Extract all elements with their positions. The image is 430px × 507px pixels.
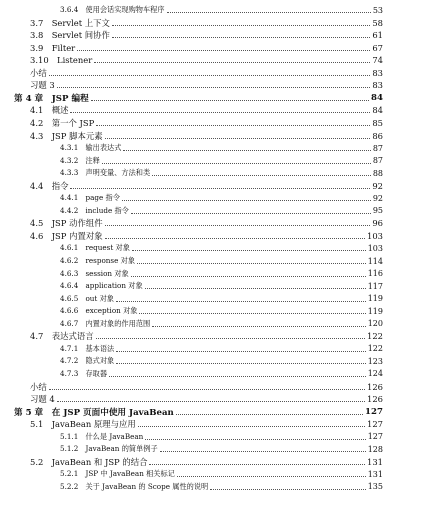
toc-subsection — [60, 443, 383, 455]
toc-page-number: 127 — [365, 406, 383, 417]
toc-leader-dots — [70, 111, 370, 113]
toc-leader-dots — [116, 300, 366, 302]
toc-entry-title: 4.3.1 输出表达式 — [60, 143, 122, 153]
toc-section — [30, 381, 383, 393]
toc-subsection — [60, 305, 383, 317]
toc-leader-dots — [123, 149, 370, 151]
toc-page-number: 117 — [367, 281, 383, 291]
toc-leader-dots — [112, 36, 370, 38]
toc-subsection — [60, 4, 383, 16]
toc-subsection — [60, 242, 383, 254]
toc-chapter — [14, 406, 383, 418]
toc-leader-dots — [112, 24, 370, 26]
toc-section — [30, 117, 383, 129]
toc-page-number: 114 — [367, 256, 383, 266]
toc-page-number: 120 — [367, 319, 383, 329]
toc-leader-dots — [70, 187, 370, 189]
toc-leader-dots — [105, 237, 365, 239]
toc-leader-dots — [152, 174, 371, 176]
toc-page-number: 84 — [371, 92, 383, 103]
toc-leader-dots — [57, 400, 365, 402]
toc-entry-title: 4.2 第一个 JSP — [30, 117, 95, 128]
toc-leader-dots — [96, 124, 370, 126]
toc-page-number: 122 — [367, 331, 383, 342]
toc-page-number: 84 — [372, 105, 383, 116]
toc-subsection — [60, 255, 383, 267]
toc-leader-dots — [105, 224, 371, 226]
toc-section — [30, 180, 383, 192]
toc-page-number: 126 — [367, 381, 383, 392]
toc-page-number: 87 — [372, 143, 383, 153]
toc-entry-title: 4.3.2 注释 — [60, 155, 100, 165]
toc-section — [30, 130, 383, 142]
toc-page-number: 124 — [367, 369, 383, 379]
toc-subsection — [60, 481, 383, 493]
toc-leader-dots — [139, 312, 365, 314]
toc-page-number: 131 — [367, 456, 383, 467]
toc-page-number: 87 — [372, 156, 383, 166]
toc-leader-dots — [176, 413, 363, 415]
toc-subsection — [60, 280, 383, 292]
toc-subsection — [60, 468, 383, 480]
toc-leader-dots — [122, 199, 371, 201]
toc-entry-title: 4.4.1 page 指令 — [60, 193, 120, 203]
toc-leader-dots — [138, 425, 365, 427]
toc-page-number: 127 — [367, 419, 383, 430]
toc-subsection — [60, 155, 383, 167]
toc-entry-title: 4.4 指令 — [30, 180, 69, 191]
toc-page-number: 131 — [367, 469, 383, 479]
toc-entry-title: 4.3 JSP 脚本元素 — [30, 130, 103, 141]
toc-entry-title: 第 4 章 JSP 编程 — [14, 93, 89, 104]
toc-entry-title: 3.9 Filter — [30, 42, 76, 53]
toc-subsection — [60, 192, 383, 204]
toc-leader-dots — [145, 287, 366, 289]
toc-section — [30, 67, 383, 79]
toc-leader-dots — [152, 325, 366, 327]
toc-leader-dots — [102, 162, 371, 164]
toc-entry-title: 4.5 JSP 动作组件 — [30, 218, 103, 229]
toc-leader-dots — [96, 337, 365, 339]
toc-entry-title: 4.6.5 out 对象 — [60, 293, 114, 303]
toc-leader-dots — [105, 137, 371, 139]
toc-section — [30, 393, 383, 405]
toc-entry-title: 4.4.2 include 指令 — [60, 205, 129, 215]
toc-section — [30, 330, 383, 342]
toc-leader-dots — [116, 350, 365, 352]
toc-entry-title: 4.7 表达式语言 — [30, 331, 94, 342]
toc-leader-dots — [167, 11, 371, 13]
toc-leader-dots — [49, 388, 365, 390]
toc-page-number: 103 — [367, 243, 383, 253]
toc-leader-dots — [131, 212, 371, 214]
toc-section — [30, 104, 383, 116]
toc-leader-dots — [132, 249, 366, 251]
toc-entry-title: 小结 — [30, 67, 47, 78]
toc-subsection — [60, 431, 383, 443]
toc-leader-dots — [210, 488, 366, 490]
toc-entry-title: 4.7.2 隐式对象 — [60, 356, 115, 366]
toc-leader-dots — [94, 61, 370, 63]
toc-page-number: 127 — [367, 432, 383, 442]
toc-page-number: 123 — [367, 356, 383, 366]
toc-entry-title: 4.6.6 exception 对象 — [60, 306, 138, 316]
toc-subsection — [60, 355, 383, 367]
toc-page-number: 92 — [372, 180, 383, 191]
toc-entry-title: 5.2.2 关于 JavaBean 的 Scope 属性的说明 — [60, 481, 209, 491]
toc-leader-dots — [137, 262, 366, 264]
toc-entry-title: 5.2.1 JSP 中 JavaBean 相关标记 — [60, 469, 175, 479]
toc-entry-title: 3.8 Servlet 间协作 — [30, 30, 110, 41]
toc-entry-title: 4.7.3 存取器 — [60, 368, 108, 378]
toc-page-number: 119 — [367, 306, 383, 316]
toc-page-number: 74 — [372, 55, 383, 66]
toc-page-number: 95 — [372, 206, 383, 216]
toc-section — [30, 418, 383, 430]
toc-leader-dots — [160, 450, 366, 452]
toc-entry-title: 5.2 JavaBean 和 JSP 的结合 — [30, 456, 148, 467]
toc-entry-title: 5.1.2 JavaBean 的简单例子 — [60, 444, 158, 454]
toc-leader-dots — [57, 86, 371, 88]
toc-subsection — [60, 343, 383, 355]
toc-page-number: 103 — [367, 230, 383, 241]
toc-page-number: 53 — [372, 5, 383, 15]
toc-leader-dots — [177, 475, 366, 477]
toc-subsection — [60, 293, 383, 305]
toc-page-number: 119 — [367, 294, 383, 304]
toc-entry-title: 4.6.2 response 对象 — [60, 256, 136, 265]
toc-entry-title: 3.10 Listener — [30, 55, 93, 66]
toc-leader-dots — [149, 463, 365, 465]
toc-section — [30, 42, 383, 54]
toc-entry-title: 4.6.7 内置对象的作用范围 — [60, 318, 151, 328]
toc-page-number: 86 — [372, 130, 383, 141]
toc-page-number: 88 — [372, 168, 383, 178]
toc-page-number: 85 — [372, 117, 383, 128]
toc-page-number: 58 — [372, 17, 383, 28]
toc-leader-dots — [49, 74, 371, 76]
toc-section — [30, 456, 383, 468]
toc-subsection — [60, 268, 383, 280]
toc-section — [30, 230, 383, 242]
toc-subsection — [60, 205, 383, 217]
toc-page-number: 128 — [367, 444, 383, 454]
toc-page-number: 92 — [372, 193, 383, 203]
toc-leader-dots — [145, 438, 365, 440]
toc-page-number: 116 — [367, 269, 383, 279]
toc-entry-title: 第 5 章 在 JSP 页面中使用 JavaBean — [14, 407, 174, 418]
toc-entry-title: 3.6.4 使用会话实现购物车程序 — [60, 5, 165, 14]
toc-subsection — [60, 142, 383, 154]
toc-entry-title: 4.6.3 session 对象 — [60, 268, 129, 278]
toc-chapter — [14, 92, 383, 104]
toc-entry-title: 4.6.4 application 对象 — [60, 281, 143, 291]
toc-subsection — [60, 167, 383, 179]
toc-entry-title: 4.3.3 声明变量、方法和类 — [60, 168, 151, 178]
toc-leader-dots — [131, 275, 366, 277]
toc-entry-title: 4.1 概述 — [30, 105, 69, 116]
toc-section — [30, 217, 383, 229]
toc-page-number: 83 — [372, 80, 383, 91]
toc-leader-dots — [109, 375, 366, 377]
toc-entry-title: 小结 — [30, 381, 47, 392]
toc-section — [30, 29, 383, 41]
toc-leader-dots — [116, 362, 365, 364]
toc-entry-title: 4.6.1 request 对象 — [60, 243, 130, 253]
toc-page-number: 126 — [367, 394, 383, 405]
toc-entry-title: 习题 3 — [30, 80, 55, 91]
toc-section — [30, 17, 383, 29]
toc-subsection — [60, 318, 383, 330]
toc-page-number: 135 — [367, 482, 383, 492]
toc-section — [30, 54, 383, 66]
toc-section — [30, 79, 383, 91]
toc-entry-title: 4.7.1 基本语法 — [60, 343, 115, 353]
toc-entry-title: 4.6 JSP 内置对象 — [30, 230, 103, 241]
toc-page-number: 83 — [372, 67, 383, 78]
toc-subsection — [60, 368, 383, 380]
toc-leader-dots — [91, 99, 369, 101]
toc-page-number: 96 — [372, 218, 383, 229]
toc-entry-title: 5.1.1 什么是 JavaBean — [60, 431, 144, 441]
toc-entry-title: 3.7 Servlet 上下文 — [30, 17, 110, 28]
toc-page-number: 122 — [367, 344, 383, 354]
toc-page-number: 61 — [372, 30, 383, 41]
toc-entry-title: 5.1 JavaBean 原理与应用 — [30, 419, 136, 430]
toc-entry-title: 习题 4 — [30, 394, 55, 405]
toc-page-number: 67 — [372, 42, 383, 53]
toc-leader-dots — [77, 49, 370, 51]
